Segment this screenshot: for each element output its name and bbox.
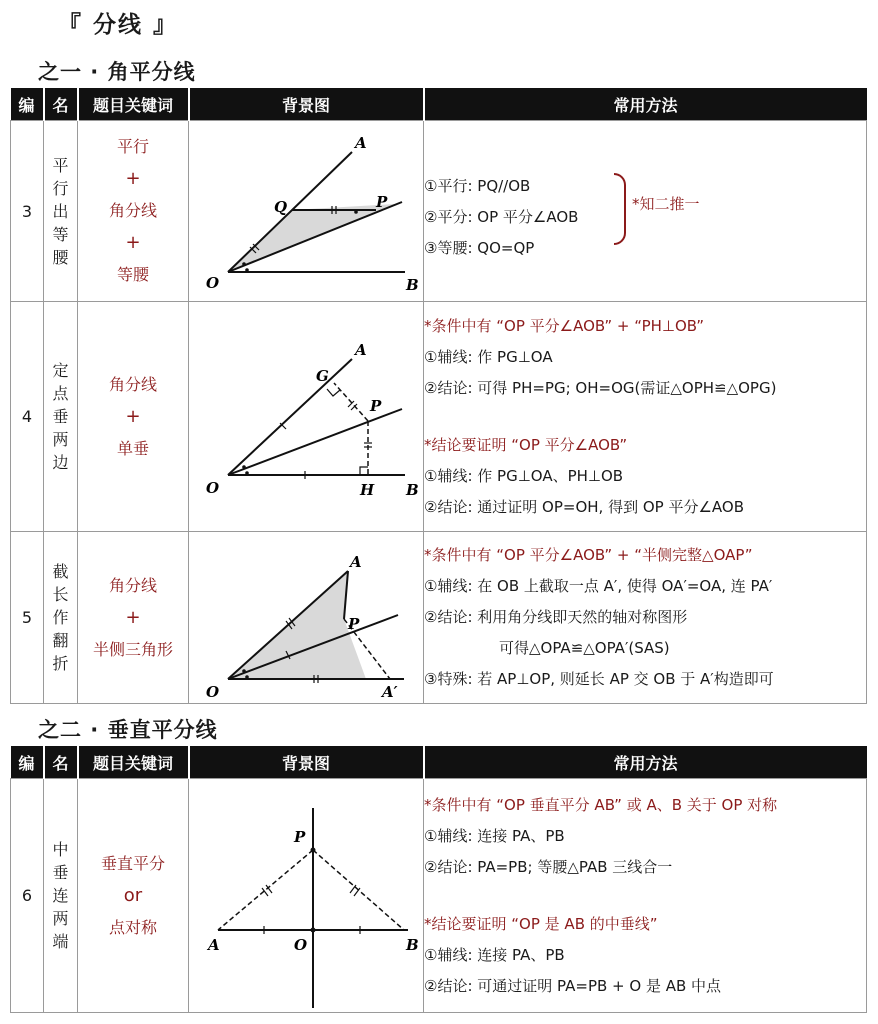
name-char: 等	[52, 224, 69, 244]
header-keywords: 题目关键词	[78, 746, 189, 779]
table-row	[11, 302, 867, 532]
row-number: 6	[11, 779, 44, 1013]
method-condition: *条件中有 “OP 垂直平分 AB” 或 A、B 关于 OP 对称	[424, 795, 778, 814]
name-char: 两	[52, 909, 69, 928]
row-methods	[424, 121, 867, 302]
row-name	[44, 302, 78, 532]
method-line: ①辅线: 作 PG⊥OA	[424, 347, 553, 366]
header-num: 编	[11, 746, 44, 779]
label-B: B	[405, 480, 419, 499]
header-methods: 常用方法	[424, 746, 867, 779]
table-row	[11, 532, 867, 704]
header-name: 名	[44, 746, 78, 779]
name-char: 点	[52, 384, 69, 403]
name-char: 垂	[52, 863, 69, 882]
keyword: 等腰	[116, 265, 149, 284]
method-condition: *条件中有 “OP 平分∠AOB” + “PH⊥OB”	[424, 316, 705, 335]
method-line: ②平分: OP 平分∠AOB	[424, 208, 579, 226]
label-A: A	[354, 134, 367, 152]
name-char: 截	[52, 562, 69, 581]
keyword: 平行	[116, 137, 149, 156]
name-char: 出	[52, 201, 69, 221]
geometry-figure	[190, 122, 423, 300]
keyword: 半侧三角形	[92, 639, 173, 659]
method-line: ②结论: PA=PB; 等腰△PAB 三线合一	[424, 857, 673, 876]
label-H: H	[359, 480, 374, 499]
name-char: 平	[52, 155, 69, 175]
header-figure: 背景图	[189, 88, 424, 121]
label-B: B	[405, 935, 419, 954]
method-line: ③特殊: 若 AP⊥OP, 则延长 AP 交 OB 于 A′构造即可	[424, 670, 774, 688]
method-line: ①辅线: 作 PG⊥OA、PH⊥OB	[424, 466, 624, 485]
method-condition: *条件中有 “OP 平分∠AOB” + “半侧完整△OAP”	[424, 546, 753, 564]
name-char: 翻	[52, 631, 69, 650]
method-line: 可得△OPA≌△OPA′(SAS)	[499, 639, 670, 657]
method-line: ①平行: PQ//OB	[424, 177, 531, 195]
figure-perpendicular-both-sides	[189, 302, 424, 532]
header-methods: 常用方法	[424, 88, 867, 121]
keyword-or: or	[123, 884, 143, 906]
label-A-prime: A′	[381, 682, 398, 701]
keyword: 角分线	[108, 575, 157, 595]
header-num: 编	[11, 88, 44, 121]
keyword-plus: +	[125, 168, 141, 189]
label-Q: Q	[273, 198, 287, 216]
row-number: 5	[11, 532, 44, 704]
section-title-perpendicular-bisector: 之二 · 垂直平分线	[38, 718, 218, 742]
keyword: 角分线	[108, 374, 157, 394]
method-spacer	[424, 404, 866, 430]
method-condition: *结论要证明 “OP 是 AB 的中垂线”	[424, 914, 658, 933]
label-B: B	[405, 276, 419, 294]
label-A: A	[349, 552, 362, 571]
table-row	[11, 121, 867, 302]
keyword-plus: +	[125, 606, 141, 628]
row-keywords	[78, 302, 189, 532]
keyword: 角分线	[108, 201, 157, 220]
row-name	[44, 121, 78, 302]
perpendicular-bisector-table	[10, 746, 867, 1013]
name-char: 定	[52, 361, 69, 380]
figure-cut-and-fold	[189, 532, 424, 704]
geometry-figure	[190, 533, 423, 703]
header-name: 名	[44, 88, 78, 121]
method-line: ①辅线: 在 OB 上截取一点 A′, 使得 OA′=OA, 连 PA′	[424, 577, 773, 595]
figure-perpendicular-bisector	[189, 779, 424, 1013]
method-line: ②结论: 可通过证明 PA=PB + O 是 AB 中点	[424, 976, 722, 995]
header-keywords: 题目关键词	[78, 88, 189, 121]
brace-note: *知二推一	[632, 195, 700, 213]
keyword: 点对称	[108, 917, 157, 937]
name-char: 两	[52, 430, 69, 449]
name-char: 边	[52, 453, 69, 472]
row-number: 4	[11, 302, 44, 532]
name-char: 行	[52, 178, 69, 198]
figure-parallel-isosceles	[189, 121, 424, 302]
page-title: 『 分线 』	[58, 12, 179, 38]
geometry-figure	[190, 303, 423, 531]
label-P: P	[347, 614, 359, 633]
name-char: 折	[52, 654, 69, 673]
label-O: O	[205, 274, 219, 292]
label-A: A	[354, 340, 367, 359]
method-line: ③等腰: QO=QP	[424, 239, 535, 257]
brace	[614, 173, 626, 245]
row-methods	[424, 302, 867, 532]
label-O: O	[293, 935, 307, 954]
row-name	[44, 532, 78, 704]
name-char: 腰	[52, 247, 69, 267]
method-spacer	[424, 883, 866, 909]
label-P: P	[293, 827, 305, 846]
geometry-figure	[190, 780, 423, 1012]
method-line: ②结论: 通过证明 OP=OH, 得到 OP 平分∠AOB	[424, 497, 745, 516]
name-char: 端	[52, 932, 69, 951]
label-A: A	[207, 935, 220, 954]
row-methods	[424, 779, 867, 1013]
method-line: ②结论: 可得 PH=PG; OH=OG(需证△OPH≌△OPG)	[424, 378, 777, 397]
method-condition: *结论要证明 “OP 平分∠AOB”	[424, 435, 628, 454]
label-G: G	[315, 366, 329, 385]
table-row	[11, 779, 867, 1013]
name-char: 中	[52, 840, 69, 859]
keyword-plus: +	[125, 405, 141, 427]
name-char: 长	[52, 585, 69, 604]
name-char: 垂	[52, 407, 69, 426]
row-name	[44, 779, 78, 1013]
name-char: 连	[52, 886, 69, 905]
method-line: ①辅线: 连接 PA、PB	[424, 826, 565, 845]
row-methods	[424, 532, 867, 704]
name-char: 作	[52, 608, 69, 627]
label-O: O	[205, 478, 219, 497]
keyword: 垂直平分	[100, 853, 165, 873]
method-line: ①辅线: 连接 PA、PB	[424, 945, 565, 964]
angle-bisector-table	[10, 88, 867, 704]
label-O: O	[205, 682, 219, 701]
keyword: 单垂	[116, 438, 149, 458]
label-P: P	[369, 396, 381, 415]
row-keywords	[78, 779, 189, 1013]
section-title-angle-bisector: 之一 · 角平分线	[38, 60, 196, 84]
label-P: P	[375, 193, 387, 211]
keyword-plus: +	[125, 232, 141, 253]
table-header-row	[11, 88, 867, 121]
row-keywords	[78, 532, 189, 704]
method-line: ②结论: 利用角分线即天然的轴对称图形	[424, 608, 688, 626]
header-figure: 背景图	[189, 746, 424, 779]
table-header-row	[11, 746, 867, 779]
row-number: 3	[11, 121, 44, 302]
row-keywords	[78, 121, 189, 302]
